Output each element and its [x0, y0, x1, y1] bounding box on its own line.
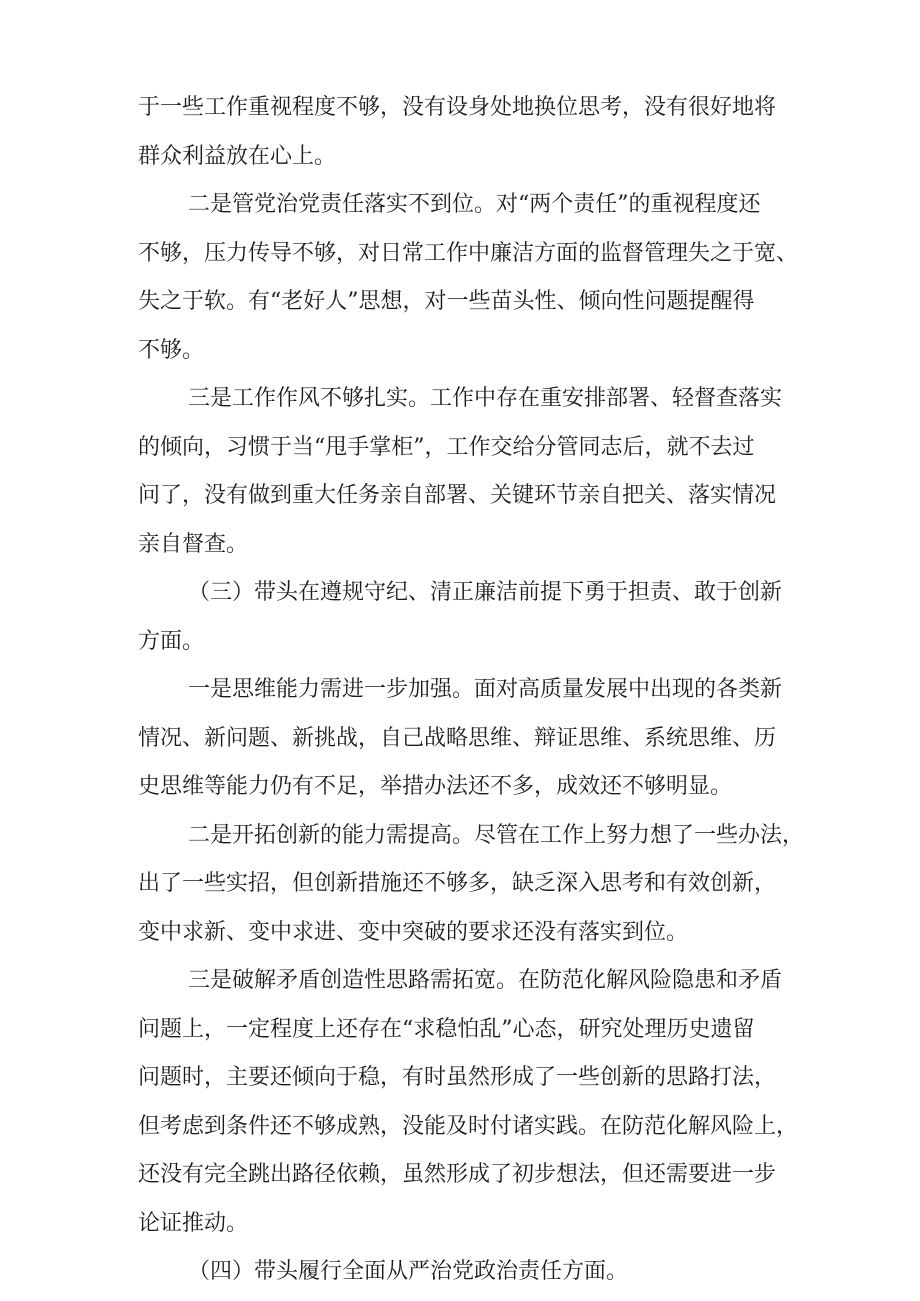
text-line: 失之于软。有“老好人”思想，对一些苗头性、倾向性问题提醒得: [138, 289, 755, 314]
text-line: 史思维等能力仍有不足，举措办法还不多，成效还不够明显。: [138, 774, 733, 799]
text-line: 一是思维能力需进一步加强。面对高质量发展中出现的各类新: [188, 677, 783, 702]
text-line: 不够，压力传导不够，对日常工作中廉洁方面的监督管理失之于宽、: [138, 241, 799, 266]
section-heading: （四）带头履行全面从严治党政治责任方面。: [188, 1259, 629, 1284]
text-line: 变中求新、变中求进、变中突破的要求还没有落实到位。: [138, 920, 689, 945]
text-line: 但考虑到条件还不够成熟，没能及时付诸实践。在防范化解风险上，: [138, 1114, 799, 1139]
text-line: 的倾向，习惯于当“甩手掌柜”，工作交给分管同志后，就不去过: [138, 435, 755, 460]
text-line: 问题时，主要还倾向于稳，有时虽然形成了一些创新的思路打法，: [138, 1065, 777, 1090]
text-line: 论证推动。: [138, 1211, 249, 1236]
text-line: 出了一些实招，但创新措施还不够多，缺乏深入思考和有效创新，: [138, 871, 777, 896]
text-line: 群众利益放在心上。: [138, 144, 337, 169]
text-line: 不够。: [138, 338, 205, 363]
text-line: 情况、新问题、新挑战，自己战略思维、辩证思维、系统思维、历: [138, 726, 777, 751]
section-heading: （三）带头在遵规守纪、清正廉洁前提下勇于担责、敢于创新: [188, 580, 783, 605]
text-line: 于一些工作重视程度不够，没有设身处地换位思考，没有很好地将: [138, 95, 777, 120]
text-line: 问题上，一定程度上还存在“求稳怕乱”心态，研究处理历史遗留: [138, 1017, 755, 1042]
section-heading: 方面。: [138, 629, 205, 654]
text-line: 二是管党治党责任落实不到位。对“两个责任”的重视程度还: [188, 192, 761, 217]
text-line: 三是工作作风不够扎实。工作中存在重安排部署、轻督查落实: [188, 386, 783, 411]
text-line: 三是破解矛盾创造性思路需拓宽。在防范化解风险隐患和矛盾: [188, 968, 783, 993]
text-line: 二是开拓创新的能力需提高。尽管在工作上努力想了一些办法，: [188, 823, 805, 848]
text-line: 还没有完全跳出路径依赖，虽然形成了初步想法，但还需要进一步: [138, 1162, 777, 1187]
text-line: 亲自督查。: [138, 532, 249, 557]
text-line: 问了，没有做到重大任务亲自部署、关键环节亲自把关、落实情况: [138, 483, 777, 508]
